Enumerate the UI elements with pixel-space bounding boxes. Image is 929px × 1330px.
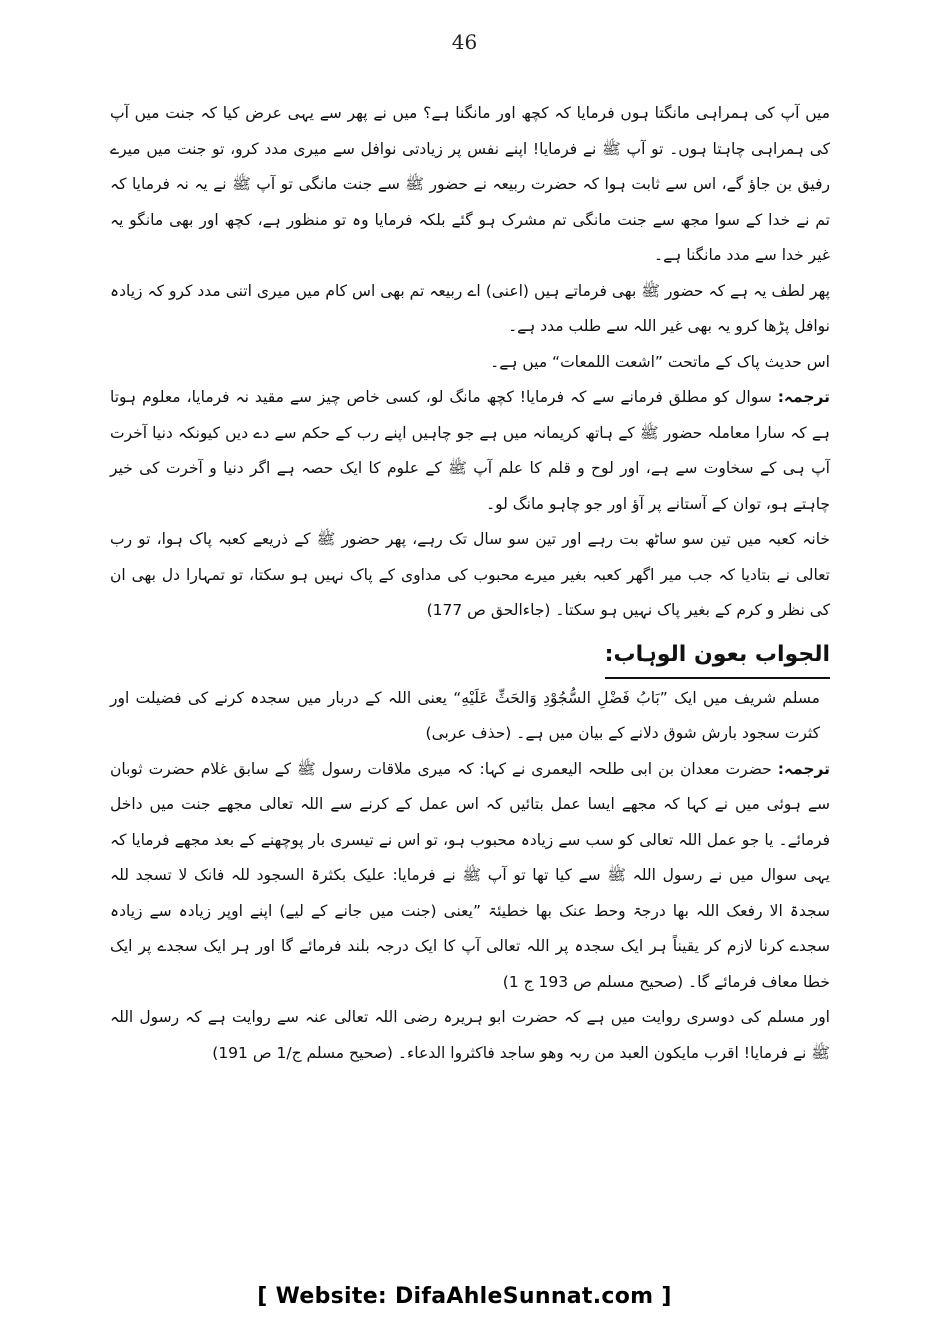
translation-text: سوال کو مطلق فرمانے سے کہ فرمایا! کچھ مانگ لو، کسی خاص چیز سے مقید نہ فرمایا، معلوم ہوتا ہے کہ سارا معاملہ حضور ﷺ کے ہاتھ کریمانہ میں ہے جو چاہیں اپنے رب کے حکم سے دے دیں کیونکہ دنیا آخرت آپ ہی کے سخاوت سے ہے، اور لوح و قلم کا علم آپ ﷺ کے علوم کا ایک حصہ ہے اگر دنیا و آخرت کی خیر چاہتے ہو، توان کے آستانے پر آؤ اور جو چاہو مانگ لو۔	[110, 388, 830, 513]
paragraph: خانہ کعبہ میں تین سو ساٹھ بت رہے اور تین سو سال تک رہے، پھر حضور ﷺ کے ذریعے کعبہ پاک ہوا، تو رب تعالی نے بتادیا کہ جب میر اگھر کعبہ بغیر میرے محبوب کی مداوی کے پاک نہیں ہو سکتا، تو تمہارا دل بھی ان کی نظر و کرم کے بغیر پاک نہیں ہو سکتا۔ (جاءالحق ص 177)	[110, 530, 830, 619]
translation-paragraph	[110, 380, 830, 522]
paragraph: پھر لطف یہ ہے کہ حضور ﷺ بھی فرماتے ہیں (اعنی) اے ربیعہ تم بھی اس کام میں میری اتنی مدد کرو کہ زیادہ نوافل پڑھا کرو یہ بھی غیر اللہ سے طلب مدد ہے۔	[110, 281, 830, 335]
section-heading-wrap	[110, 635, 830, 679]
website-footer: [ Website: DifaAhleSunnat.com ]	[257, 1284, 672, 1309]
translation-text: حضرت معدان بن ابی طلحہ الیعمری نے کہا: کہ میری ملاقات رسول ﷺ کے سابق غلام حضرت ثوبان سے ہوئی میں نے کہا کہ مجھے ایسا عمل بتائیں کہ اس عمل کے کرنے سے اللہ تعالی مجھے جنت میں داخل فرمائے۔ یا جو عمل اللہ تعالی کو سب سے زیادہ محبوب ہو، تو اس نے تیسری بار پوچھنے کے بعد مجھے فرمایا کہ یہی سوال میں نے رسول اللہ ﷺ سے کیا تھا تو آپ ﷺ نے فرمایا: علیک بکثرۃ السجود للہ فانک لا تسجد للہ سجدۃ الا رفعک اللہ بھا درجۃ وحط عنک بھا خطیئۃ ”یعنی (جنت میں جانے کے لیے) اپنے اوپر زیادہ سے زیادہ سجدے کرنا لازم کر یقیناً ہر ایک سجدہ پر اللہ تعالی آپ کا ایک درجہ بلند فرمائے گا اور ہر ایک سجدے پر ایک خطا معاف فرمائے گا۔ (صحیح مسلم ص 193 ج 1)	[110, 759, 830, 991]
paragraph: اور مسلم کی دوسری روایت میں ہے کہ حضرت ابو ہریرہ رضی اللہ تعالی عنہ سے روایت ہے کہ رسول اللہ ﷺ نے فرمایا! اقرب مایکون العبد من ربہ وھو ساجد فاکثروا الدعاء۔ (صحیح مسلم ج/1 ص 191)	[110, 1008, 830, 1062]
body-text	[110, 96, 830, 1071]
page-number: 46	[451, 30, 478, 54]
paragraph: میں آپ کی ہمراہی مانگتا ہوں فرمایا کہ کچھ اور مانگنا ہے؟ میں نے پھر سے یہی عرض کیا کہ جنت میں آپ کی ہمراہی چاہتا ہوں۔ تو آپ ﷺ نے فرمایا! اپنے نفس پر زیادتی نوافل سے میری مدد کرو، تو جنت میں میرے رفیق بن جاؤ گے، اس سے ثابت ہوا کہ حضرت ربیعہ نے حضور ﷺ سے جنت مانگی تو آپ ﷺ نے یہ نہ فرمایا کہ تم نے خدا کے سوا مجھ سے جنت مانگی تم مشرک ہو گئے بلکہ فرمایا وہ تو منظور ہے، کچھ اور بھی مانگو یہ غیر خدا سے مدد مانگنا ہے۔	[110, 104, 830, 264]
paragraph: اس حدیث پاک کے ماتحت ”اشعت اللمعات“ میں ہے۔	[490, 352, 830, 371]
section-heading: الجواب بعون الوہاب:	[605, 635, 830, 679]
paragraph: مسلم شریف میں ایک ”بَابُ فَضْلِ السُّجُوْدِ وَالحَثِّ عَلَيْهِ“ یعنی اللہ کے دربار میں سجدہ کرنے کی فضیلت اور کثرت سجود بارش شوق دلانے کے بیان میں ہے۔ (حذف عربی)	[110, 688, 820, 742]
translation-label: ترجمہ:	[777, 759, 830, 778]
translation-paragraph	[110, 752, 830, 1001]
translation-label: ترجمہ:	[777, 388, 830, 406]
